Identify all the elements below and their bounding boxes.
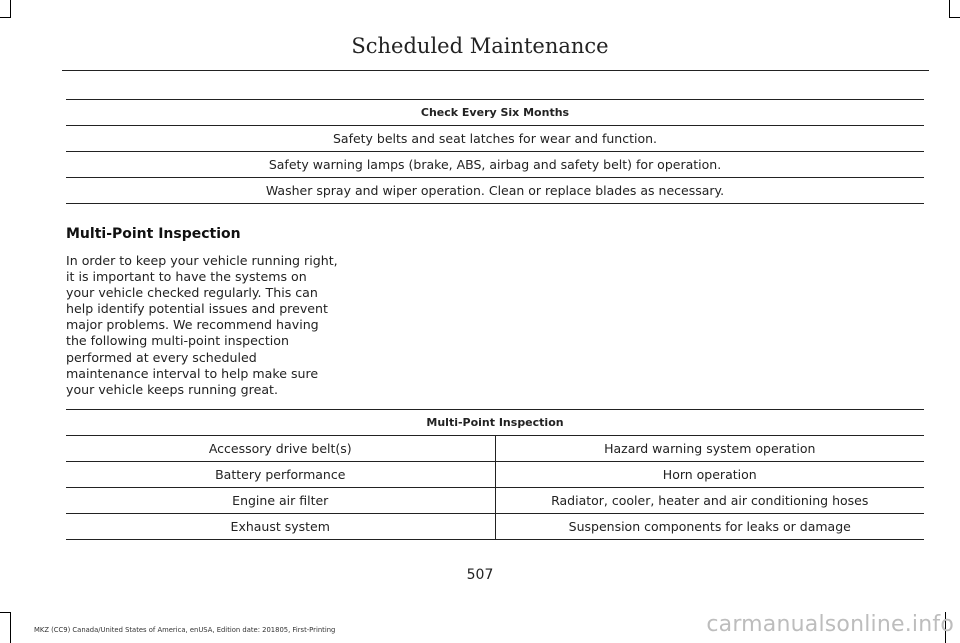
watermark: carmanualsonline.info bbox=[706, 612, 954, 637]
table-row bbox=[66, 178, 924, 204]
table-row bbox=[66, 436, 924, 462]
crop-mark-top-left-vertical bbox=[10, 0, 11, 18]
table-cell-left: Engine air filter bbox=[66, 488, 495, 514]
crop-mark-top-right-vertical bbox=[949, 0, 950, 18]
table-cell: Safety belts and seat latches for wear and function. bbox=[66, 126, 924, 152]
table-cell: Safety warning lamps (brake, ABS, airbag and safety belt) for operation. bbox=[66, 152, 924, 178]
table-row bbox=[66, 152, 924, 178]
table-row bbox=[66, 488, 924, 514]
table-cell-left: Exhaust system bbox=[66, 514, 495, 540]
section-paragraph: In order to keep your vehicle running right, it is important to have the systems on your vehicle checked regularly. This can help identify potential issues and prevent major problems. We recommend having the following multi-point inspection performed at every scheduled maintenance interval to help make sure your vehicle keeps running great. bbox=[66, 253, 338, 397]
table-cell-right: Suspension components for leaks or damage bbox=[495, 514, 924, 540]
crop-mark-bottom-left-vertical bbox=[10, 612, 11, 643]
crop-mark-top-right-horizontal bbox=[949, 17, 960, 18]
page-number: 507 bbox=[466, 567, 494, 583]
section-heading: Multi-Point Inspection bbox=[66, 226, 241, 242]
table-cell-right: Radiator, cooler, heater and air conditioning hoses bbox=[495, 488, 924, 514]
multi-point-inspection-table bbox=[66, 409, 924, 540]
table-cell-right: Hazard warning system operation bbox=[495, 436, 924, 462]
title-rule bbox=[62, 70, 929, 71]
table-cell-left: Accessory drive belt(s) bbox=[66, 436, 495, 462]
six-month-checks-table bbox=[66, 99, 924, 204]
table-heading: Check Every Six Months bbox=[66, 100, 924, 126]
crop-mark-bottom-left-horizontal bbox=[0, 612, 11, 613]
table-cell-right: Horn operation bbox=[495, 462, 924, 488]
table-row bbox=[66, 126, 924, 152]
page-title: Scheduled Maintenance bbox=[351, 34, 609, 58]
table-row bbox=[66, 462, 924, 488]
table-cell: Washer spray and wiper operation. Clean or replace blades as necessary. bbox=[66, 178, 924, 204]
edition-footer: MKZ (CC9) Canada/United States of America, enUSA, Edition date: 201805, First-Printing bbox=[34, 626, 336, 634]
crop-mark-top-left-horizontal bbox=[0, 17, 11, 18]
table-cell-left: Battery performance bbox=[66, 462, 495, 488]
table-heading: Multi-Point Inspection bbox=[66, 410, 924, 436]
table-row bbox=[66, 514, 924, 540]
